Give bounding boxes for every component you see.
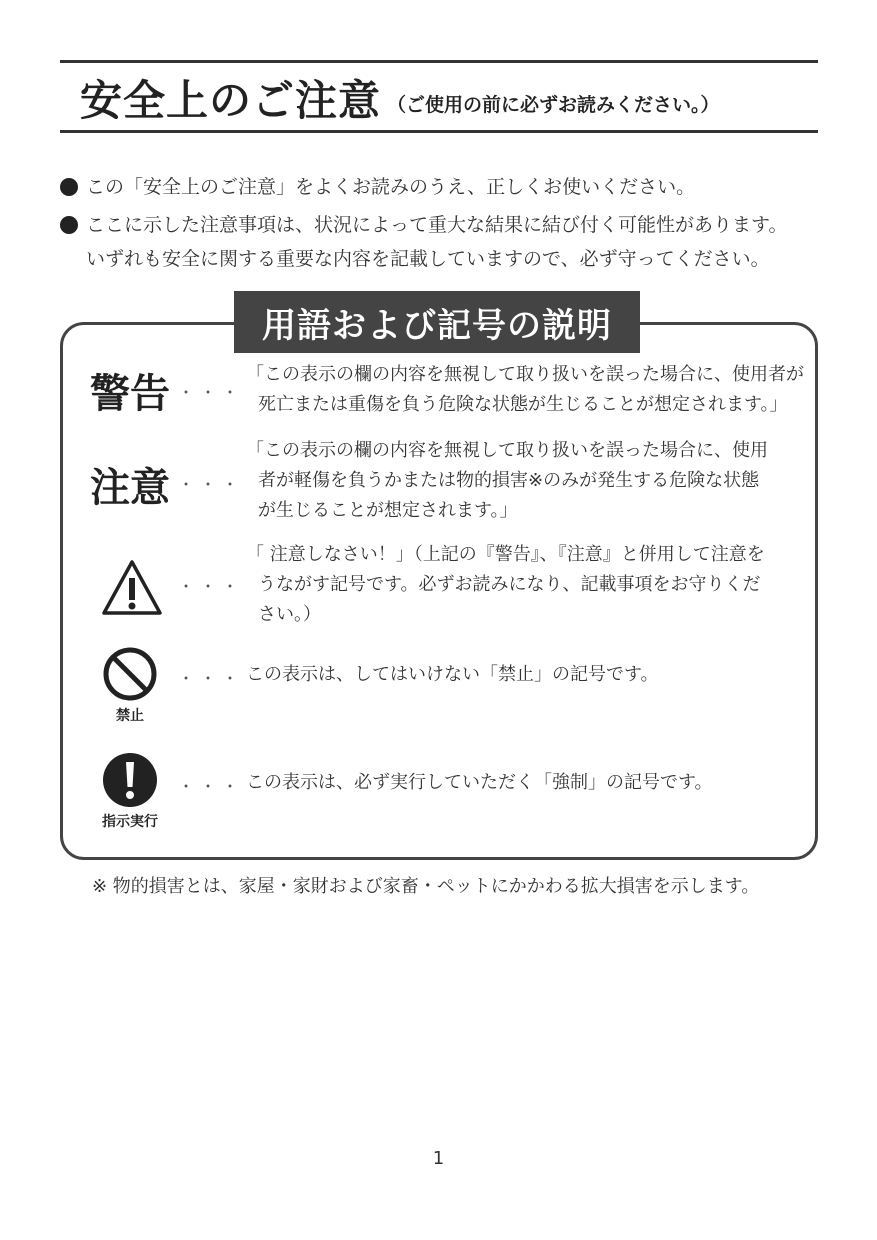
intro-item-line: この「安全上のご注意」をよくお読みのうえ、正しくお使いください。 — [86, 176, 696, 198]
warning-description-line: 「この表示の欄の内容を無視して取り扱いを誤った場合に、使用者が — [246, 364, 804, 385]
leader-dots: ・・・ — [178, 777, 245, 796]
bullet-dot-icon — [60, 216, 78, 234]
intro-item-line: いずれも安全に関する重要な内容を記載していますので、必ず守ってください。 — [86, 248, 770, 270]
caution-description-line: 「この表示の欄の内容を無視して取り扱いを誤った場合に、使用 — [246, 440, 768, 461]
intro-item — [60, 170, 830, 204]
warning-label: 警告 — [90, 371, 170, 417]
intro-list — [60, 170, 830, 276]
caution-description — [246, 436, 806, 526]
header-bottom-rule — [60, 130, 818, 133]
attention-description — [246, 540, 806, 630]
caution-label: 注意 — [90, 465, 170, 511]
intro-item — [60, 208, 830, 276]
leader-dots: ・・・ — [178, 383, 245, 402]
prohibited-description — [246, 660, 806, 690]
prohibited-description-line: この表示は、してはいけない「禁止」の記号です。 — [246, 664, 659, 685]
bullet-dot-icon — [60, 178, 78, 196]
warning-description — [246, 360, 806, 420]
page-title — [80, 66, 720, 130]
leader-dots: ・・・ — [178, 669, 245, 688]
warning-description-line: 死亡または重傷を負う危険な状態が生じることが想定されます。」 — [258, 394, 788, 415]
warning-triangle-icon — [100, 558, 164, 618]
leader-dots: ・・・ — [178, 475, 245, 494]
footnote: ※ 物的損害とは、家屋・家財および家畜・ペットにかかわる拡大損害を示します。 — [92, 876, 760, 897]
mandatory-caption: 指示実行 — [102, 814, 158, 830]
intro-item-line: ここに示した注意事項は、状況によって重大な結果に結び付く可能性があります。 — [86, 214, 788, 236]
prohibition-caption: 禁止 — [116, 708, 144, 724]
caution-description-line: 者が軽傷を負うかまたは物的損害※のみが発生する危険な状態 — [258, 470, 760, 491]
prohibition-icon — [102, 646, 158, 702]
page-title-main: 安全上のご注意 — [80, 76, 382, 125]
mandatory-description — [246, 768, 806, 798]
symbols-heading: 用語および記号の説明 — [234, 291, 640, 353]
caution-description-line: が生じることが想定されます。」 — [258, 500, 518, 521]
mandatory-description-line: この表示は、必ず実行していただく「強制」の記号です。 — [246, 772, 713, 793]
attention-description-line: 「 注意しなさい！」（上記の『警告』、『注意』と併用して注意を — [246, 544, 765, 565]
exclamation-icon — [102, 752, 158, 808]
attention-description-line: さい。） — [258, 604, 321, 625]
attention-description-line: うながす記号です。必ずお読みになり、記載事項をお守りくだ — [258, 574, 761, 595]
page-title-subtitle: （ご使用の前に必ずお読みください。） — [387, 93, 720, 116]
leader-dots: ・・・ — [178, 577, 245, 596]
header-top-rule — [60, 60, 818, 63]
page-number: 1 — [432, 1148, 445, 1169]
